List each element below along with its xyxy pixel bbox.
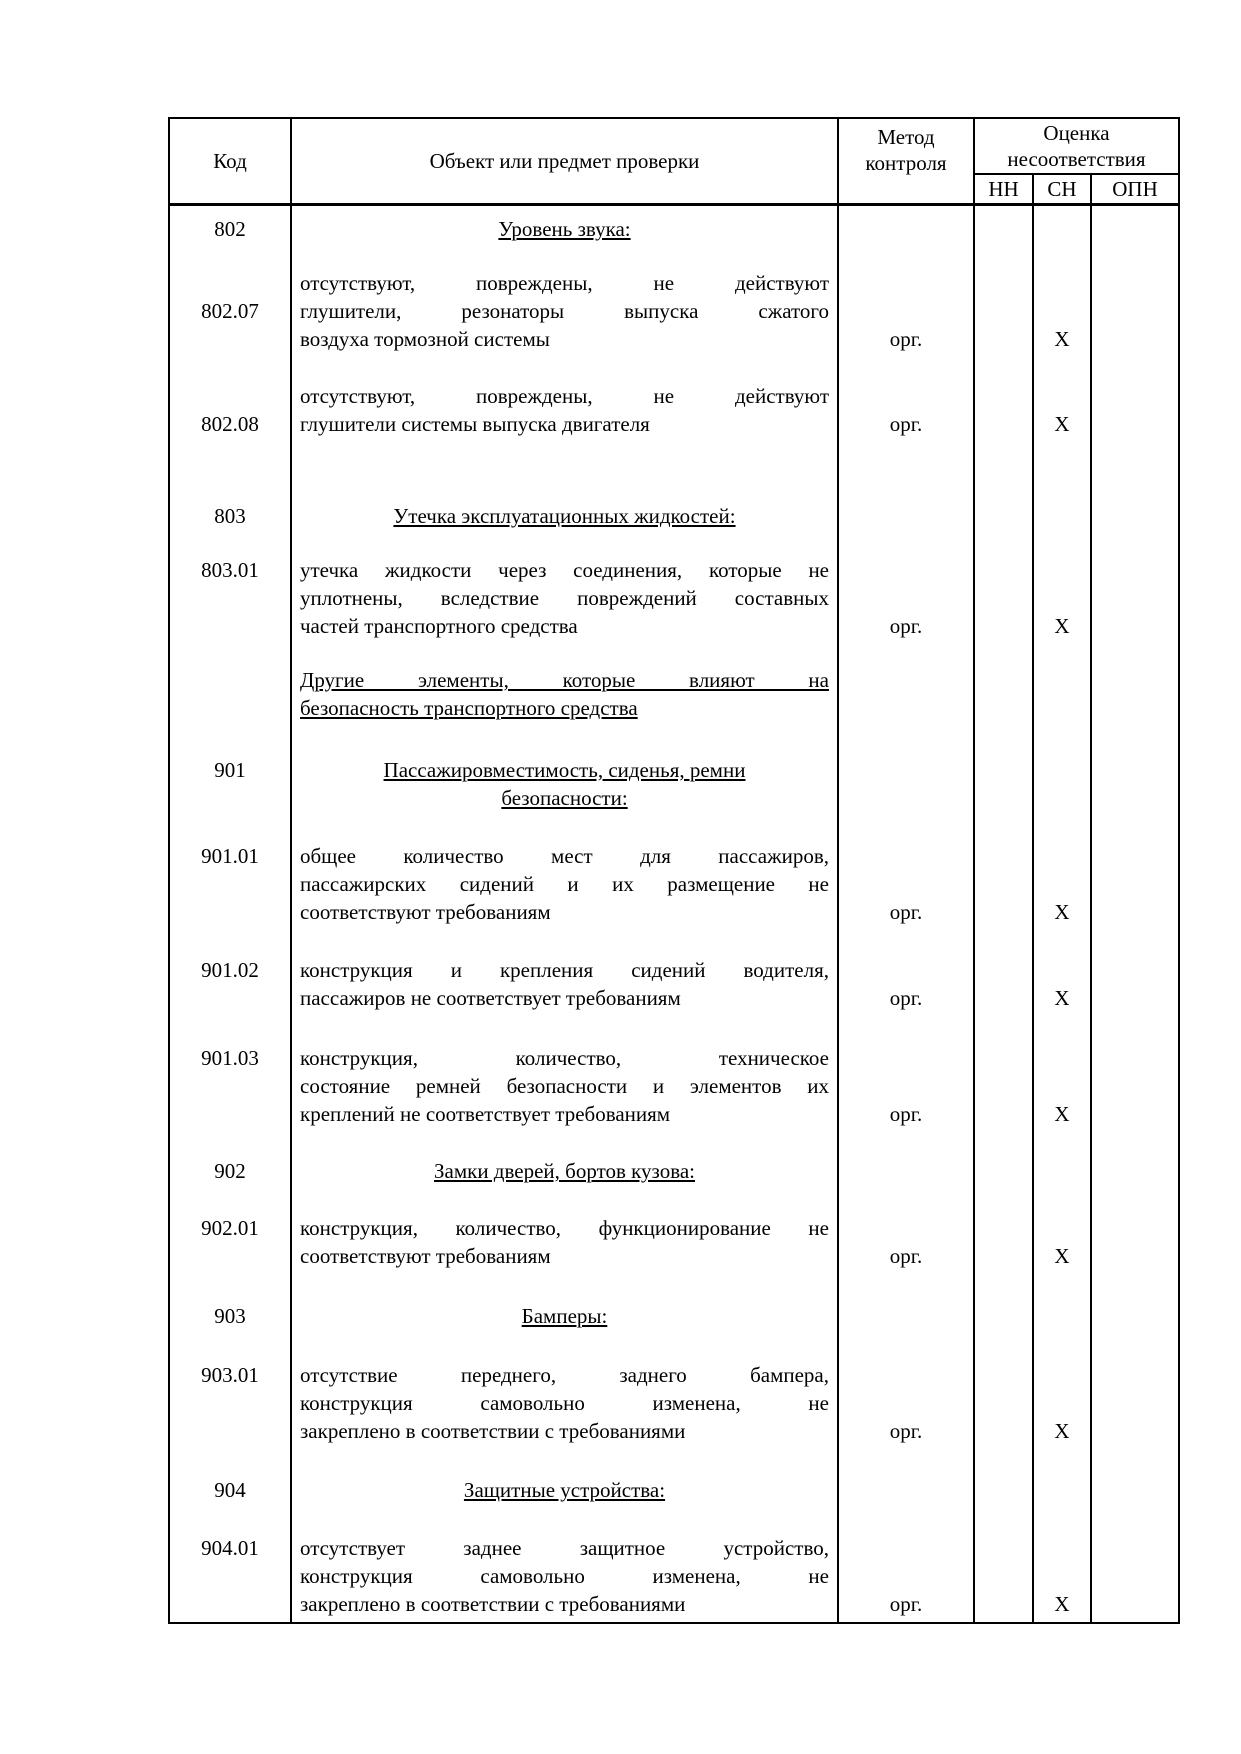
check-item-row <box>170 243 1178 353</box>
section-heading-row <box>170 1270 1178 1330</box>
item-description <box>292 1185 839 1270</box>
method-value: орг. <box>839 812 975 926</box>
mark-opn <box>1092 1504 1178 1622</box>
table-header <box>170 119 1178 206</box>
header-subcol-opn: ОПН <box>1112 177 1158 201</box>
text-line: конструкция, количество, техническое <box>300 1046 829 1070</box>
item-code: 901.03 <box>170 1012 292 1128</box>
text-line: Защитные устройства: <box>463 1478 666 1502</box>
mark-nn <box>975 1445 1034 1504</box>
header-method: Метод контроля <box>839 119 975 203</box>
text-line: Замки дверей, бортов кузова: <box>433 1159 696 1183</box>
inspection-table <box>168 117 1180 1624</box>
item-code: 904.01 <box>170 1504 292 1622</box>
item-code: 901.02 <box>170 926 292 1012</box>
section-heading-row <box>170 1128 1178 1185</box>
mark-opn <box>1092 1270 1178 1330</box>
method-value: орг. <box>839 530 975 640</box>
method-value: орг. <box>839 353 975 438</box>
text-line: Уровень звука: <box>498 217 631 241</box>
mark-opn <box>1092 812 1178 926</box>
method-value <box>839 1445 975 1504</box>
mark-nn <box>975 1270 1034 1330</box>
section-code: 904 <box>170 1445 292 1504</box>
text-line: отсутствие переднего, заднего бампера, <box>300 1363 829 1387</box>
method-value: орг. <box>839 926 975 1012</box>
mark-nn <box>975 206 1034 243</box>
section-code: 903 <box>170 1270 292 1330</box>
mark-opn <box>1092 1128 1178 1185</box>
mark-sn <box>1034 438 1092 530</box>
text-line: частей транспортного средства <box>300 614 578 638</box>
section-code: 803 <box>170 438 292 530</box>
section-title <box>292 722 839 812</box>
mark-opn <box>1092 640 1178 722</box>
check-item-row <box>170 1504 1178 1622</box>
section-title <box>292 1445 839 1504</box>
mark-sn: X <box>1034 353 1092 438</box>
text-line: утечка жидкости через соединения, которые не <box>300 558 829 582</box>
section-code: 902 <box>170 1128 292 1185</box>
check-item-row <box>170 1012 1178 1128</box>
item-description <box>292 926 839 1012</box>
item-description <box>292 530 839 640</box>
mark-nn <box>975 1012 1034 1128</box>
header-code: Код <box>170 119 292 203</box>
mark-opn <box>1092 1012 1178 1128</box>
header-subcol-nn: НН <box>975 175 1034 203</box>
text-line: креплений не соответствует требованиям <box>300 1102 671 1126</box>
mark-nn <box>975 353 1034 438</box>
section-heading-row <box>170 438 1178 530</box>
mark-nn <box>975 812 1034 926</box>
method-value <box>839 1128 975 1185</box>
text-line: соответствуют требованиям <box>300 900 551 924</box>
item-description <box>292 243 839 353</box>
section-heading-row <box>170 206 1178 243</box>
item-code: 903.01 <box>170 1330 292 1445</box>
mark-nn <box>975 926 1034 1012</box>
section-title <box>292 438 839 530</box>
text-line: конструкция, количество, функционирование не <box>300 1216 829 1240</box>
mark-sn: X <box>1034 1330 1092 1445</box>
item-description <box>292 1330 839 1445</box>
item-description <box>292 353 839 438</box>
check-item-row <box>170 530 1178 640</box>
text-line: общее количество мест для пассажиров, <box>300 844 829 868</box>
item-code: 802.08 <box>170 353 292 438</box>
text-line: состояние ремней безопасности и элементов их <box>300 1074 829 1098</box>
section-title <box>292 640 839 722</box>
check-item-row <box>170 812 1178 926</box>
method-value: орг. <box>839 1185 975 1270</box>
check-item-row <box>170 1330 1178 1445</box>
mark-opn <box>1092 722 1178 812</box>
mark-opn <box>1092 926 1178 1012</box>
mark-sn: X <box>1034 1185 1092 1270</box>
table-body <box>170 206 1178 1622</box>
mark-sn <box>1034 1128 1092 1185</box>
mark-opn <box>1092 206 1178 243</box>
text-line: Другие элементы, которые влияют на <box>300 668 829 692</box>
item-description <box>292 1012 839 1128</box>
text-line: пассажиров не соответствует требованиям <box>300 986 681 1010</box>
text-line: конструкция самовольно изменена, не <box>300 1391 829 1415</box>
section-code <box>170 640 292 722</box>
mark-nn <box>975 530 1034 640</box>
mark-sn <box>1034 1270 1092 1330</box>
check-item-row <box>170 1185 1178 1270</box>
text-line: безопасность транспортного средства <box>300 696 638 720</box>
text-line: воздуха тормозной системы <box>300 327 550 351</box>
mark-sn <box>1034 722 1092 812</box>
text-line: отсутствуют, повреждены, не действуют <box>300 384 829 408</box>
item-code: 901.01 <box>170 812 292 926</box>
method-value: орг. <box>839 243 975 353</box>
mark-sn <box>1034 640 1092 722</box>
method-value: орг. <box>839 1330 975 1445</box>
text-line: отсутствует заднее защитное устройство, <box>300 1536 829 1560</box>
mark-sn: X <box>1034 530 1092 640</box>
method-value: орг. <box>839 1012 975 1128</box>
mark-sn <box>1034 1445 1092 1504</box>
mark-sn: X <box>1034 812 1092 926</box>
mark-sn: X <box>1034 1012 1092 1128</box>
item-description <box>292 1504 839 1622</box>
item-code: 802.07 <box>170 243 292 353</box>
section-title <box>292 206 839 243</box>
method-value <box>839 206 975 243</box>
item-code: 803.01 <box>170 530 292 640</box>
mark-sn: X <box>1034 926 1092 1012</box>
mark-opn <box>1092 1185 1178 1270</box>
mark-nn <box>975 640 1034 722</box>
section-code: 901 <box>170 722 292 812</box>
mark-sn <box>1034 206 1092 243</box>
mark-nn <box>975 1185 1034 1270</box>
section-code: 802 <box>170 206 292 243</box>
item-description <box>292 812 839 926</box>
mark-nn <box>975 1330 1034 1445</box>
text-line: Бамперы: <box>521 1304 608 1328</box>
mark-nn <box>975 438 1034 530</box>
text-line: глушители системы выпуска двигателя <box>300 412 650 436</box>
item-code: 902.01 <box>170 1185 292 1270</box>
mark-nn <box>975 722 1034 812</box>
mark-opn <box>1092 1445 1178 1504</box>
method-value <box>839 1270 975 1330</box>
mark-opn <box>1092 530 1178 640</box>
check-item-row <box>170 926 1178 1012</box>
text-line: уплотнены, вследствие повреждений составных <box>300 586 829 610</box>
check-item-row <box>170 353 1178 438</box>
method-value: орг. <box>839 1504 975 1622</box>
section-title <box>292 1128 839 1185</box>
text-line: конструкция и крепления сидений водителя, <box>300 958 829 982</box>
method-value <box>839 438 975 530</box>
header-object: Объект или предмет проверки <box>292 119 839 203</box>
section-heading-row <box>170 722 1178 812</box>
method-value <box>839 722 975 812</box>
header-subcol-sn: СН <box>1034 175 1092 203</box>
mark-nn <box>975 1128 1034 1185</box>
text-line: глушители, резонаторы выпуска сжатого <box>300 299 829 323</box>
section-title <box>292 1270 839 1330</box>
section-heading-row <box>170 640 1178 722</box>
section-heading-row <box>170 1445 1178 1504</box>
mark-sn: X <box>1034 1504 1092 1622</box>
mark-opn <box>1092 243 1178 353</box>
text-line: закреплено в соответствии с требованиями <box>300 1419 686 1443</box>
text-line: Утечка эксплуатационных жидкостей: <box>393 504 736 528</box>
text-line: соответствуют требованиям <box>300 1244 551 1268</box>
text-line: отсутствуют, повреждены, не действуют <box>300 271 829 295</box>
mark-sn: X <box>1034 243 1092 353</box>
text-line: Пассажировместимость, сиденья, ремни <box>383 758 746 782</box>
mark-nn <box>975 1504 1034 1622</box>
method-value <box>839 640 975 722</box>
text-line: безопасности: <box>501 786 628 810</box>
mark-opn <box>1092 438 1178 530</box>
mark-opn <box>1092 353 1178 438</box>
text-line: пассажирских сидений и их размещение не <box>300 872 829 896</box>
text-line: конструкция самовольно изменена, не <box>300 1564 829 1588</box>
text-line: закреплено в соответствии с требованиями <box>300 1592 686 1616</box>
header-assessment: Оценка несоответствия <box>975 119 1178 175</box>
mark-opn <box>1092 1330 1178 1445</box>
mark-nn <box>975 243 1034 353</box>
